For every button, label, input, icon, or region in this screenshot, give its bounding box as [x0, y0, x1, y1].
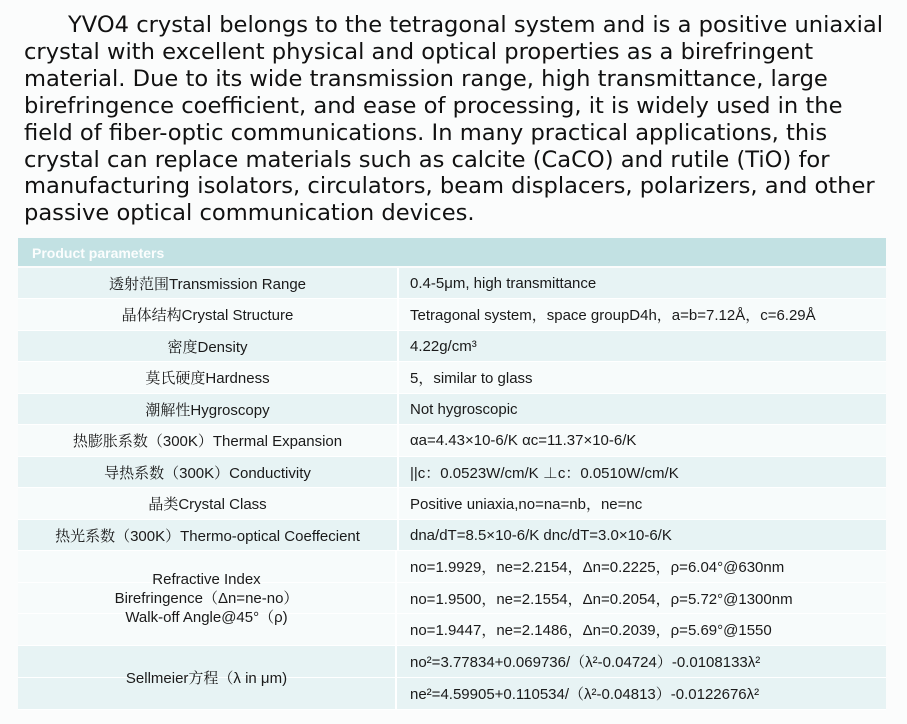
- param-label: 热膨胀系数（300K）Thermal Expansion: [18, 425, 399, 456]
- table-header: [18, 238, 886, 266]
- param-value: Positive uniaxia,no=na=nb，ne=nc: [410, 496, 643, 513]
- param-label: 导热系数（300K）Conductivity: [18, 457, 399, 487]
- refractive-label-line: Walk-off Angle@45°（ρ): [125, 609, 288, 626]
- table-row: [18, 362, 886, 394]
- param-label: 密度Density: [18, 331, 399, 361]
- table-row: [18, 331, 886, 362]
- table-row: [18, 520, 886, 551]
- param-value: 5，similar to glass: [410, 370, 533, 387]
- param-label: 晶体结构Crystal Structure: [18, 299, 399, 330]
- param-value: Not hygroscopic: [410, 400, 518, 418]
- table-title: Product parameters: [32, 245, 165, 261]
- sellmeier-value: ne²=4.59905+0.110534/（λ²-0.04813）-0.0122676λ²: [410, 686, 760, 703]
- intro-paragraph: YVO4 crystal belongs to the tetragonal system and is a positive uniaxial crystal with excellent physical and optical properties as a birefringent material. Due to its wide transmission range, high transmittance, large birefringence coefficient, and ease of processing, it is widely used in the field of fiber-optic communications. In many practical applications, this crystal can replace materials such as calcite (CaCO) and rutile (TiO) for manufacturing isolators, circulators, beam displacers, polarizers, and other passive optical communication devices.: [24, 12, 883, 227]
- table-row: [18, 299, 886, 331]
- refractive-value: no=1.9500，ne=2.1554，Δn=0.2054，ρ=5.72°@1300nm: [410, 590, 793, 608]
- param-value: 4.22g/cm³: [410, 337, 477, 355]
- param-value: 0.4-5μm, high transmittance: [410, 274, 597, 292]
- param-value: ||c：0.0523W/cm/K ⊥c：0.0510W/cm/K: [410, 464, 679, 482]
- param-label: 晶类Crystal Class: [18, 488, 399, 519]
- sellmeier-label: Sellmeier方程（λ in μm): [18, 646, 397, 710]
- param-label: 潮解性Hygroscopy: [18, 394, 399, 424]
- table-row: [18, 394, 886, 425]
- refractive-value: no=1.9929，ne=2.2154，Δn=0.2225，ρ=6.04°@630nm: [410, 559, 785, 576]
- param-label: 透射范围Transmission Range: [18, 268, 399, 298]
- table-row: [18, 488, 886, 520]
- param-value: αa=4.43×10-6/K αc=11.37×10-6/K: [410, 432, 637, 449]
- refractive-label-line: Refractive Index: [152, 571, 261, 588]
- table-row: [18, 268, 886, 299]
- param-value: Tetragonal system，space groupD4h，a=b=7.12Å，c=6.29Å: [410, 307, 816, 324]
- table-row: [18, 425, 886, 457]
- table-row: [18, 457, 886, 488]
- refractive-label-line: Birefringence（Δn=ne-no）: [114, 590, 299, 607]
- refractive-value: no=1.9447，ne=2.1486，Δn=0.2039，ρ=5.69°@1550: [410, 622, 772, 639]
- param-label: 莫氏硬度Hardness: [18, 362, 399, 393]
- param-value: dna/dT=8.5×10-6/K dnc/dT=3.0×10-6/K: [410, 526, 672, 544]
- refractive-label: [18, 551, 397, 646]
- param-label: 热光系数（300K）Thermo-optical Coeffecient: [18, 520, 399, 550]
- sellmeier-value: no²=3.77834+0.069736/（λ²-0.04724）-0.0108133λ²: [410, 654, 761, 671]
